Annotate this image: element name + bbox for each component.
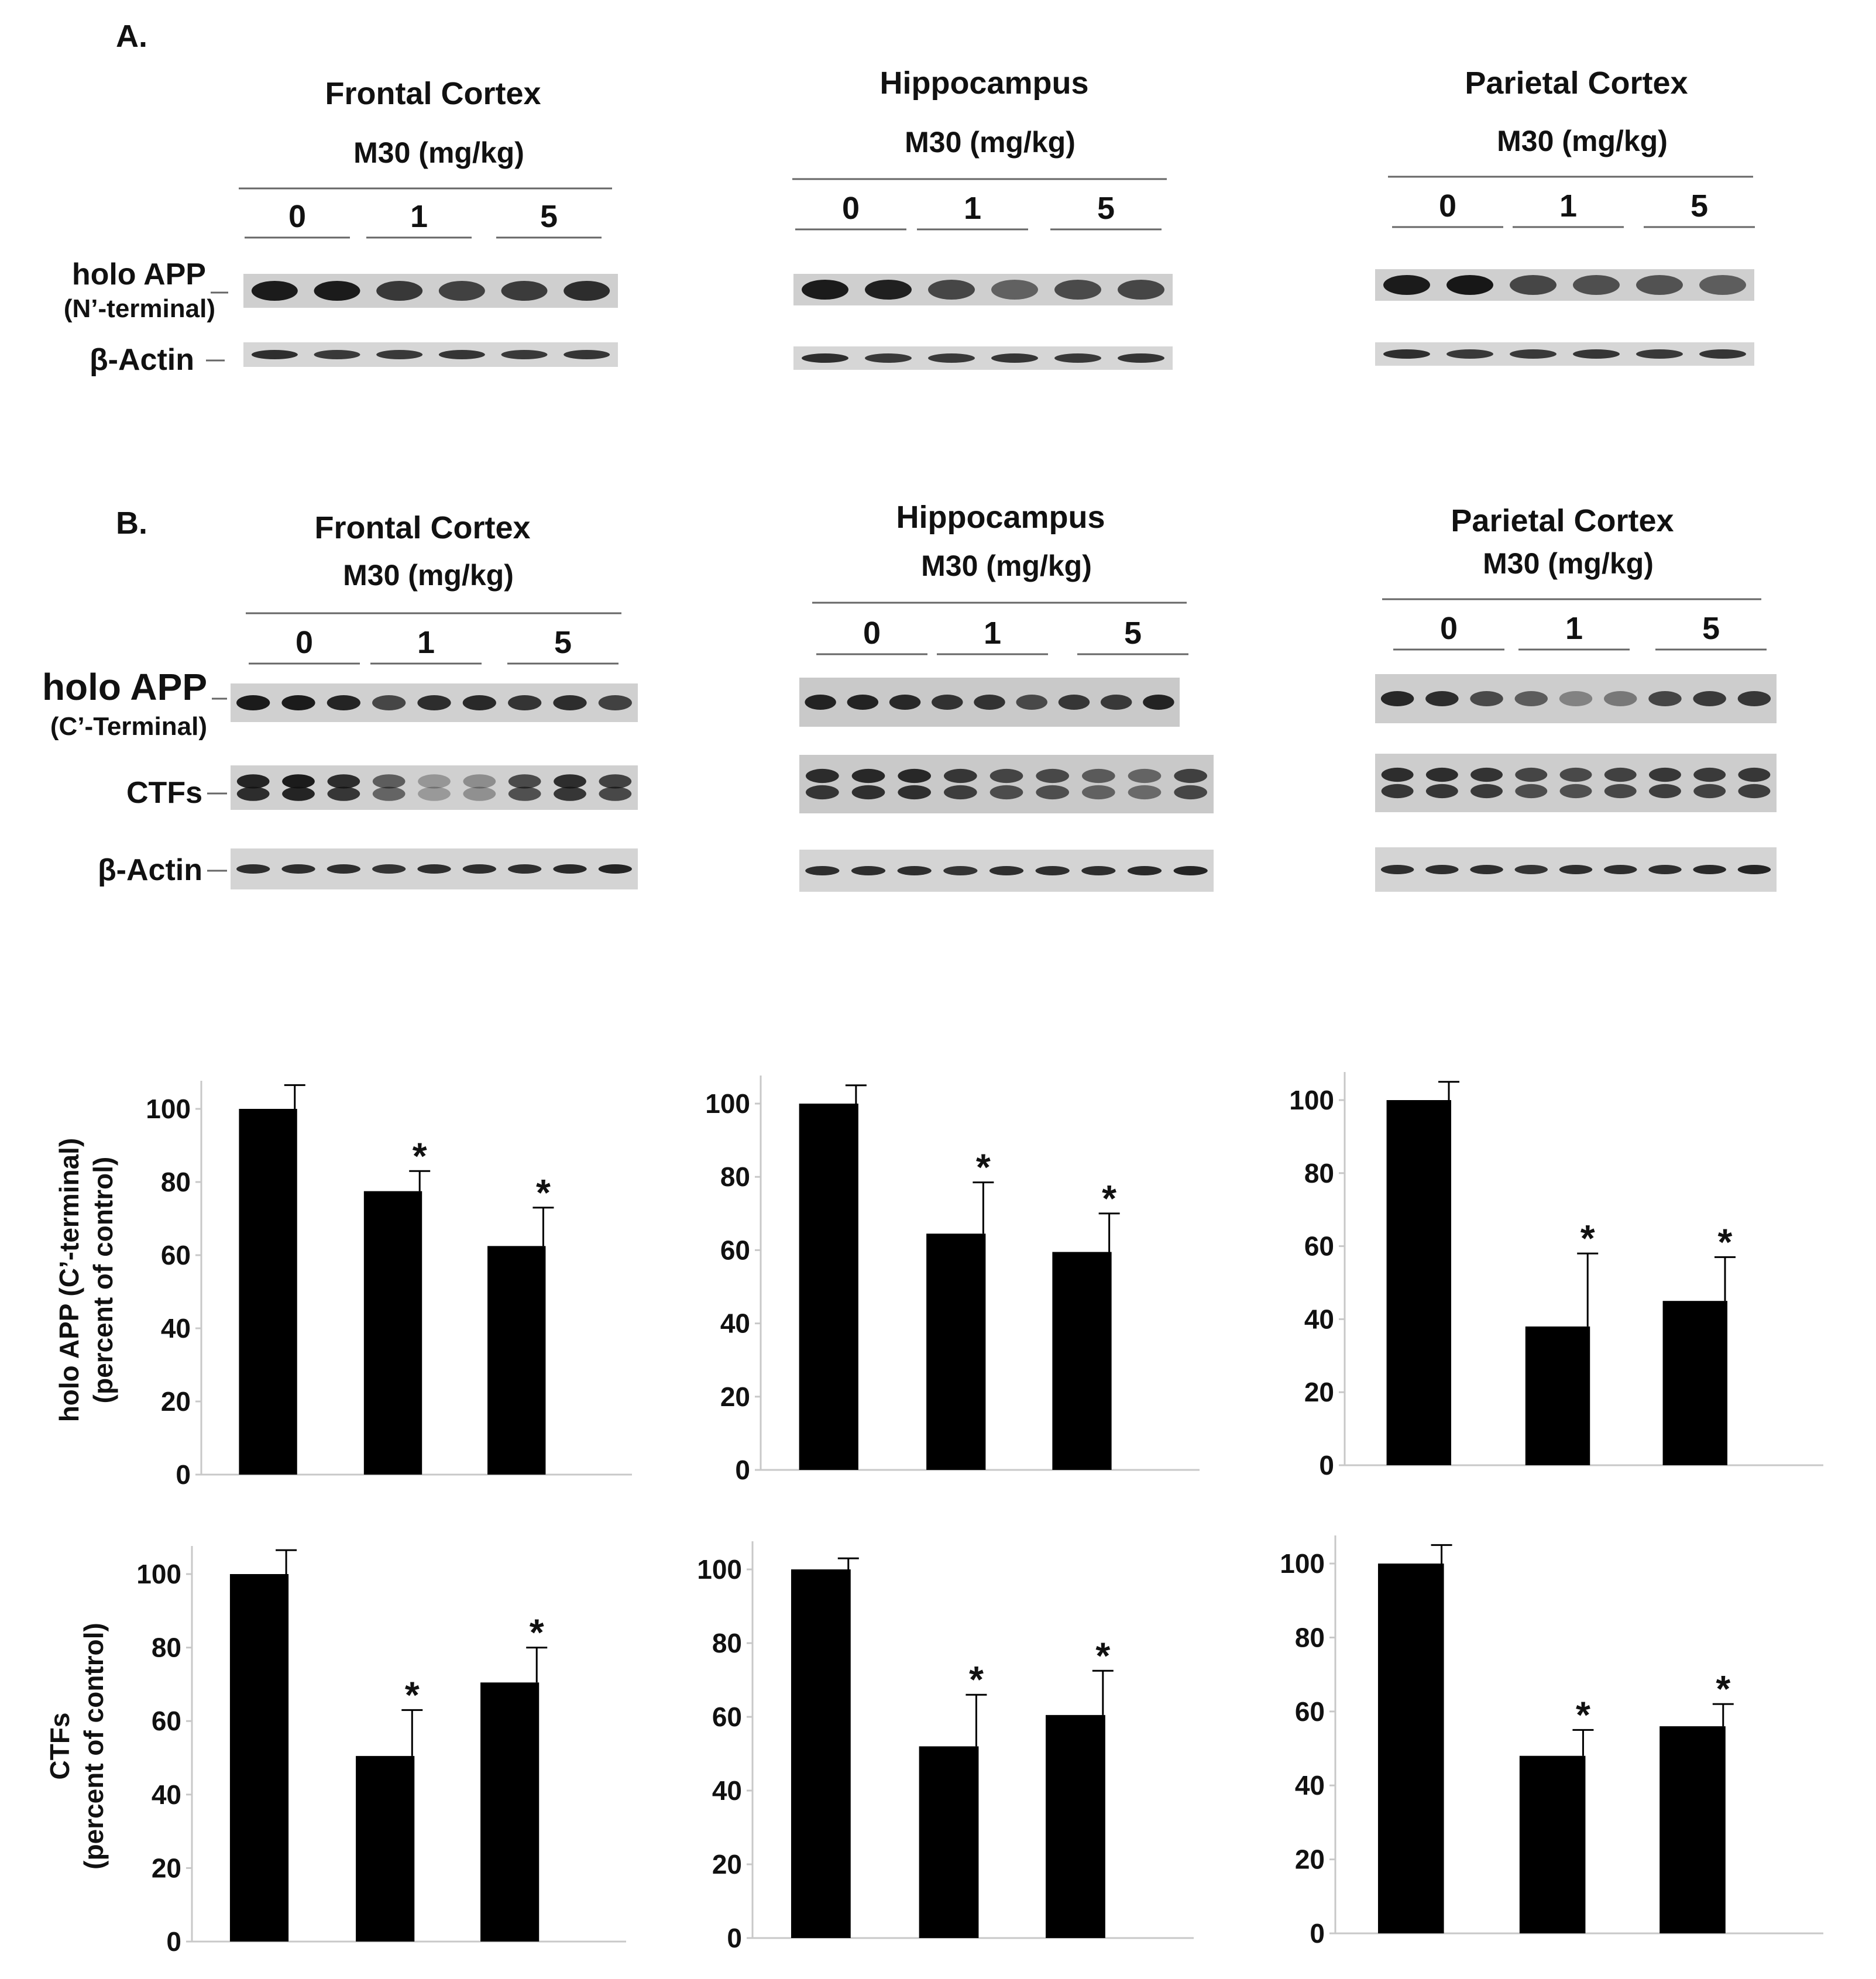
bar: [1659, 1726, 1726, 1933]
panel-b-region-title: Hippocampus: [896, 500, 1105, 535]
band: [1648, 691, 1681, 706]
row-label-actin-b: β-Actin: [97, 853, 202, 887]
band: [852, 785, 885, 799]
band: [847, 695, 878, 710]
y-tick-label: 100: [705, 1088, 750, 1119]
panel-b-dose-label: 5: [554, 625, 572, 660]
holo-app-c-blot: [1375, 674, 1777, 723]
band: [463, 774, 496, 788]
band: [501, 350, 548, 359]
band: [236, 864, 270, 874]
actin-blot-strip: [1375, 342, 1754, 366]
panel-a-blot: [239, 76, 618, 367]
y-tick-label: 40: [160, 1313, 191, 1344]
band: [1446, 275, 1493, 295]
actin-blot: [243, 342, 618, 367]
band: [554, 787, 586, 801]
bar: [364, 1191, 422, 1475]
band: [944, 769, 977, 783]
panel-b-blot: [1375, 503, 1777, 892]
band: [1082, 785, 1115, 799]
band: [1604, 865, 1637, 874]
band: [989, 866, 1023, 875]
band: [806, 769, 839, 783]
band: [865, 280, 912, 300]
row-label-ctfs: CTFs: [126, 776, 202, 810]
y-tick-label: 20: [1304, 1377, 1334, 1408]
band: [1128, 785, 1162, 799]
y-tick-label: 20: [151, 1853, 181, 1884]
band: [889, 695, 920, 710]
band: [439, 281, 485, 301]
band: [1128, 866, 1162, 875]
band: [974, 695, 1005, 710]
actin-blot: [1375, 847, 1777, 892]
panel-b-dose-label: 0: [295, 625, 314, 660]
band: [1426, 784, 1458, 798]
bar: [480, 1682, 539, 1942]
y-axis-label: (percent of control): [78, 1623, 109, 1870]
band: [314, 281, 360, 301]
band: [1174, 866, 1208, 875]
band: [236, 695, 270, 710]
band: [1054, 280, 1101, 300]
band: [1470, 691, 1503, 706]
panel-a-region-title: Frontal Cortex: [325, 76, 541, 111]
band: [1559, 691, 1592, 706]
band: [508, 695, 541, 710]
band: [327, 864, 360, 874]
band: [1082, 769, 1115, 783]
band: [327, 787, 360, 801]
bar: [239, 1109, 297, 1475]
band: [865, 353, 912, 363]
band: [1381, 691, 1414, 706]
band: [898, 769, 931, 783]
panel-b-dose-title: M30 (mg/kg): [921, 549, 1092, 582]
panel-b: [42, 500, 1777, 892]
actin-blot: [799, 850, 1214, 892]
band: [1693, 768, 1726, 782]
band: [237, 787, 270, 801]
y-tick-label: 40: [1294, 1770, 1325, 1801]
y-tick-label: 60: [151, 1706, 181, 1737]
row-label-holo-app-n: holo APP: [71, 257, 206, 291]
holo-app-n-blot-strip: [1375, 269, 1754, 301]
significance-star: *: [1716, 1668, 1731, 1710]
panel-b-dose-label: 1: [417, 625, 435, 660]
band: [1118, 353, 1164, 363]
band: [599, 695, 632, 710]
band: [928, 353, 975, 363]
band: [1649, 784, 1681, 798]
panel-b-blot: [799, 500, 1214, 892]
y-tick-label: 0: [166, 1926, 181, 1957]
ctf-blot: [231, 765, 638, 810]
y-tick-label: 0: [1319, 1450, 1334, 1480]
panel-a-dose-title: M30 (mg/kg): [905, 126, 1076, 159]
row-sub-c-terminal: (C’-Terminal): [50, 712, 207, 741]
bar-charts: [44, 1072, 1823, 1957]
panel-a-dose-label: 5: [1097, 191, 1115, 226]
y-tick-label: 40: [151, 1779, 181, 1810]
band: [1604, 691, 1637, 706]
bar: [1663, 1301, 1727, 1465]
y-tick-label: 80: [160, 1167, 191, 1197]
band: [237, 774, 270, 788]
panel-b-blot: [231, 510, 638, 889]
band: [1470, 784, 1503, 798]
panel-a-dose-title: M30 (mg/kg): [1497, 125, 1668, 157]
bar: [487, 1246, 545, 1475]
bar-chart: [697, 1541, 1194, 1953]
panel-a-dose-label: 5: [540, 199, 558, 234]
bar: [1520, 1756, 1586, 1933]
band: [898, 785, 931, 799]
band: [1174, 769, 1207, 783]
band: [1738, 784, 1770, 798]
holo-app-c-blot: [799, 678, 1180, 727]
holo-app-c-blot: [231, 683, 638, 722]
y-tick-label: 100: [136, 1559, 181, 1589]
y-axis-label: CTFs: [44, 1712, 75, 1780]
band: [1382, 768, 1414, 782]
band: [564, 281, 610, 301]
bar-chart: [54, 1081, 632, 1490]
panel-a-dose-label: 0: [1438, 188, 1457, 224]
band: [281, 864, 315, 874]
band: [1383, 349, 1430, 359]
row-sub-n-terminal: (N’-terminal): [63, 294, 215, 323]
bar-chart: [1280, 1535, 1823, 1949]
band: [802, 353, 848, 363]
band: [599, 774, 631, 788]
significance-star: *: [1095, 1634, 1111, 1677]
significance-star: *: [968, 1658, 984, 1701]
band: [1738, 691, 1771, 706]
band: [553, 864, 586, 874]
band: [508, 787, 541, 801]
band: [417, 864, 451, 874]
holo-app-n-blot: [1375, 269, 1754, 301]
significance-star: *: [1102, 1177, 1117, 1219]
band: [1515, 865, 1548, 874]
band: [898, 866, 932, 875]
band: [1699, 349, 1746, 359]
band: [806, 785, 839, 799]
y-tick-label: 0: [735, 1455, 750, 1485]
band: [418, 787, 451, 801]
holo-app-n-blot-strip: [793, 274, 1173, 305]
y-tick-label: 80: [1304, 1157, 1334, 1188]
band: [1693, 691, 1726, 706]
band: [1036, 866, 1070, 875]
band: [1382, 784, 1414, 798]
band: [376, 350, 422, 359]
band: [1604, 784, 1637, 798]
panel-a-letter: A.: [116, 19, 147, 54]
bar: [919, 1746, 979, 1938]
band: [851, 866, 885, 875]
band: [1693, 784, 1726, 798]
ctf-blot: [799, 755, 1214, 813]
bar: [799, 1104, 858, 1470]
band: [463, 695, 496, 710]
band: [1383, 275, 1430, 295]
panel-a-dose-label: 1: [410, 199, 428, 234]
panel-a-dose-label: 0: [288, 199, 307, 234]
band: [991, 280, 1038, 300]
band: [463, 787, 496, 801]
band: [1101, 695, 1132, 710]
band: [1649, 768, 1681, 782]
panel-a-dose-title: M30 (mg/kg): [353, 136, 524, 169]
band: [1016, 695, 1047, 710]
actin-blot: [1375, 342, 1754, 366]
band: [1738, 865, 1771, 874]
band: [508, 864, 541, 874]
band: [1054, 353, 1101, 363]
holo-app-n-blot: [243, 274, 618, 308]
band: [1560, 768, 1592, 782]
band: [1446, 349, 1493, 359]
band: [373, 787, 406, 801]
band: [1470, 768, 1503, 782]
y-tick-label: 20: [1294, 1844, 1325, 1875]
band: [501, 281, 548, 301]
panel-b-dose-label: 1: [983, 616, 1002, 651]
band: [282, 787, 315, 801]
actin-blot-strip: [793, 346, 1173, 370]
band: [1143, 695, 1174, 710]
bar: [1387, 1100, 1451, 1465]
band: [1425, 691, 1458, 706]
bar: [1052, 1252, 1111, 1470]
panel-a-dose-label: 0: [841, 191, 860, 226]
ctf-blot: [1375, 754, 1777, 812]
y-axis-label: (percent of control): [88, 1156, 118, 1404]
band: [1636, 349, 1683, 359]
row-label-holo-app-c: holo APP: [42, 666, 207, 708]
band: [1081, 866, 1115, 875]
y-tick-label: 60: [720, 1235, 750, 1266]
significance-star: *: [975, 1146, 991, 1188]
band: [372, 864, 406, 874]
band: [282, 774, 315, 788]
panel-a-blot: [792, 66, 1173, 370]
band: [928, 280, 975, 300]
band: [564, 350, 610, 359]
panel-b-letter: B.: [116, 506, 147, 541]
band: [327, 695, 360, 710]
significance-star: *: [404, 1674, 420, 1716]
bar: [1378, 1564, 1444, 1933]
band: [805, 695, 836, 710]
panel-a-region-title: Hippocampus: [879, 66, 1089, 101]
band: [252, 350, 298, 359]
band: [932, 695, 963, 710]
bar: [1046, 1715, 1105, 1938]
band: [1128, 769, 1162, 783]
panel-a-region-title: Parietal Cortex: [1465, 66, 1688, 101]
y-tick-label: 0: [176, 1459, 191, 1490]
y-tick-label: 20: [720, 1381, 750, 1412]
band: [1425, 865, 1458, 874]
y-tick-label: 60: [160, 1240, 191, 1270]
band: [1059, 695, 1090, 710]
significance-star: *: [529, 1611, 544, 1654]
bar-chart: [705, 1076, 1200, 1485]
y-tick-label: 80: [151, 1632, 181, 1663]
bar-chart: [44, 1546, 626, 1957]
band: [852, 769, 885, 783]
band: [1470, 865, 1503, 874]
band: [1381, 865, 1414, 874]
band: [1426, 768, 1458, 782]
panel-b-dose-label: 0: [863, 616, 881, 651]
band: [1738, 768, 1770, 782]
panel-a-dose-label: 1: [963, 191, 982, 226]
band: [553, 695, 586, 710]
panel-a-dose-label: 5: [1690, 188, 1709, 224]
band: [1515, 768, 1547, 782]
panel-b-dose-title: M30 (mg/kg): [343, 559, 514, 592]
panel-b-dose-title: M30 (mg/kg): [1483, 547, 1654, 580]
band: [1510, 275, 1557, 295]
band: [314, 350, 360, 359]
band: [554, 774, 586, 788]
actin-blot: [793, 346, 1173, 370]
panel-b-dose-label: 5: [1702, 611, 1720, 646]
y-tick-label: 60: [712, 1702, 742, 1732]
band: [1118, 280, 1164, 300]
band: [417, 695, 451, 710]
y-tick-label: 0: [727, 1923, 742, 1953]
row-label-actin-a: β-Actin: [89, 343, 194, 377]
panel-a: [64, 19, 1755, 377]
panel-a-dose-label: 1: [1559, 188, 1578, 224]
ctf-blot-strip: [1375, 754, 1777, 812]
y-tick-label: 60: [1294, 1696, 1325, 1727]
bar: [791, 1569, 851, 1938]
significance-star: *: [1717, 1221, 1733, 1263]
band: [1515, 784, 1547, 798]
y-axis-label: holo APP (C’-terminal): [54, 1138, 84, 1423]
band: [990, 769, 1023, 783]
bar: [230, 1574, 288, 1942]
band: [1036, 769, 1069, 783]
band: [281, 695, 315, 710]
y-tick-label: 100: [1289, 1085, 1334, 1115]
band: [1573, 349, 1620, 359]
band: [1604, 768, 1637, 782]
y-tick-label: 60: [1304, 1231, 1334, 1262]
y-tick-label: 20: [160, 1386, 191, 1417]
y-tick-label: 40: [720, 1308, 750, 1339]
actin-blot: [231, 848, 638, 889]
band: [1036, 785, 1069, 799]
bar: [1525, 1327, 1590, 1465]
holo-app-n-blot-strip: [243, 274, 618, 308]
significance-star: *: [1575, 1693, 1590, 1736]
band: [1699, 275, 1746, 295]
band: [508, 774, 541, 788]
band: [599, 864, 632, 874]
significance-star: *: [1580, 1217, 1595, 1260]
band: [802, 280, 848, 300]
holo-app-n-blot: [793, 274, 1173, 305]
band: [805, 866, 839, 875]
band: [1515, 691, 1548, 706]
panel-b-dose-label: 1: [1565, 611, 1583, 646]
band: [1573, 275, 1620, 295]
band: [372, 695, 406, 710]
band: [376, 281, 422, 301]
y-tick-label: 40: [712, 1775, 742, 1806]
band: [1636, 275, 1683, 295]
y-tick-label: 100: [146, 1094, 191, 1124]
band: [439, 350, 485, 359]
bar: [926, 1234, 985, 1470]
band: [327, 774, 360, 788]
band: [944, 785, 977, 799]
band: [418, 774, 451, 788]
band: [1174, 785, 1207, 799]
band: [252, 281, 298, 301]
significance-star: *: [412, 1135, 427, 1177]
band: [1510, 349, 1557, 359]
y-tick-label: 80: [720, 1162, 750, 1193]
band: [990, 785, 1023, 799]
y-tick-label: 0: [1310, 1918, 1325, 1949]
y-tick-label: 100: [1280, 1548, 1325, 1579]
band: [373, 774, 406, 788]
band: [1559, 865, 1592, 874]
panel-b-region-title: Frontal Cortex: [314, 510, 531, 545]
panel-b-dose-label: 5: [1123, 616, 1142, 651]
band: [1648, 865, 1681, 874]
y-tick-label: 40: [1304, 1304, 1334, 1335]
y-tick-label: 80: [1294, 1622, 1325, 1653]
y-tick-label: 100: [697, 1554, 742, 1585]
bar: [356, 1756, 414, 1942]
actin-blot-strip: [243, 342, 618, 367]
band: [943, 866, 977, 875]
band: [991, 353, 1038, 363]
band: [463, 864, 496, 874]
panel-b-dose-label: 0: [1439, 611, 1458, 646]
ctf-blot-strip: [799, 755, 1214, 813]
y-tick-label: 20: [712, 1849, 742, 1880]
band: [1560, 784, 1592, 798]
band: [1693, 865, 1726, 874]
panel-a-blot: [1375, 66, 1755, 366]
significance-star: *: [535, 1171, 551, 1214]
band: [599, 787, 631, 801]
y-tick-label: 80: [712, 1628, 742, 1658]
bar-chart: [1289, 1072, 1823, 1480]
panel-b-region-title: Parietal Cortex: [1451, 503, 1674, 538]
